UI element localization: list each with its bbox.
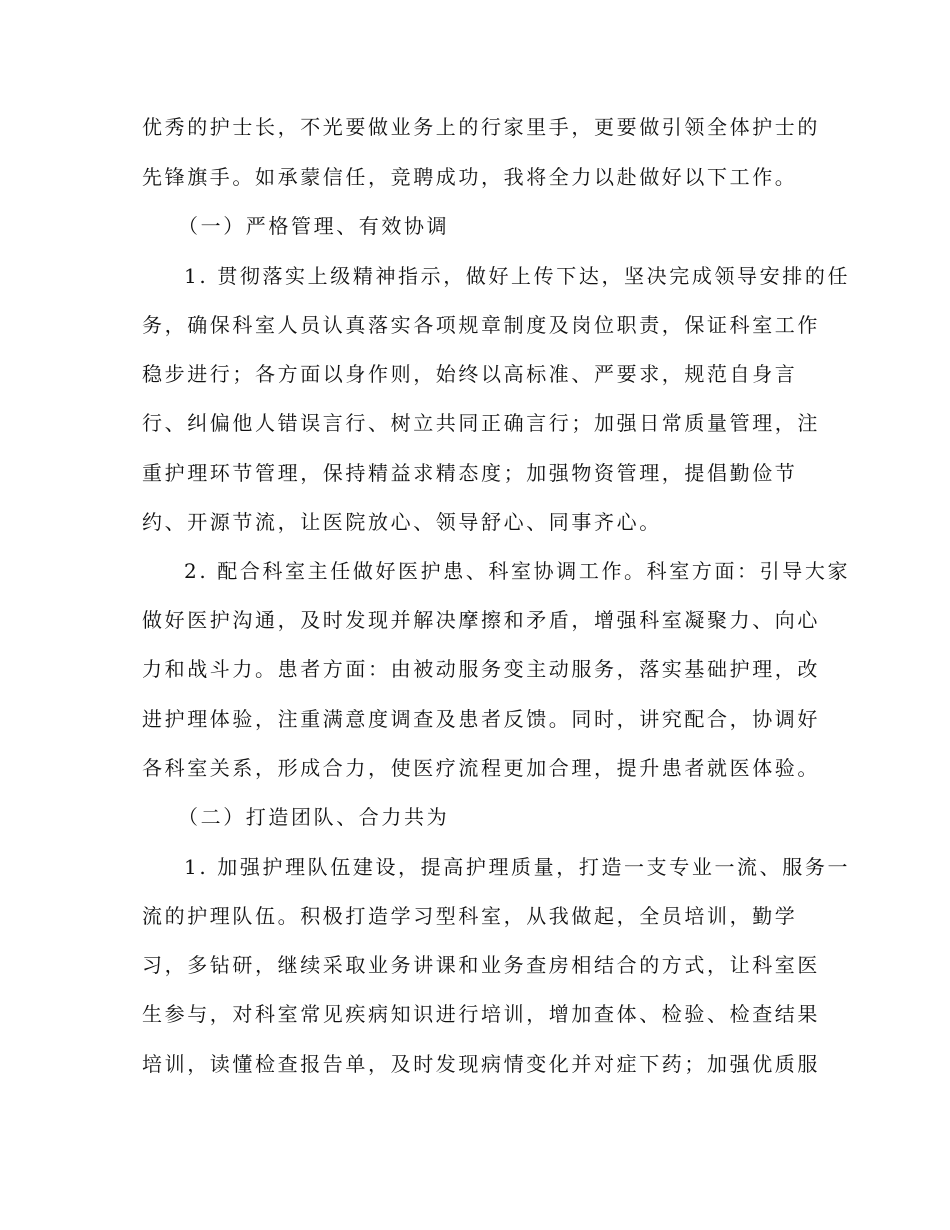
body-text-line: 稳步进行；各方面以身作则，始终以高标准、严要求，规范自身言 (142, 362, 798, 386)
body-text-line: 约、开源节流，让医院放心、领导舒心、同事齐心。 (142, 510, 662, 534)
body-text-line: 1. 贯彻落实上级精神指示，做好上传下达，坚决完成领导安排的任 (184, 264, 851, 288)
body-text-line: 务，确保科室人员认真落实各项规章制度及岗位职责，保证科室工作 (142, 313, 820, 337)
body-text-line: 优秀的护士长，不光要做业务上的行家里手，更要做引领全体护士的 (142, 115, 820, 139)
body-text-line: 2. 配合科室主任做好医护患、科室协调工作。科室方面：引导大家 (184, 559, 851, 583)
body-text-line: 先锋旗手。如承蒙信任，竞聘成功，我将全力以赴做好以下工作。 (142, 165, 798, 189)
body-text-line: 流的护理队伍。积极打造学习型科室，从我做起，全员培训，勤学 (142, 904, 798, 928)
body-text-line: 习，多钻研，继续采取业务讲课和业务查房相结合的方式，让科室医 (142, 953, 820, 977)
body-text-line: 1. 加强护理队伍建设，提高护理质量，打造一支专业一流、服务一 (184, 855, 851, 879)
body-text-line: 培训，读懂检查报告单，及时发现病情变化并对症下药；加强优质服 (142, 1052, 820, 1076)
body-text-line: 进护理体验，注重满意度调查及患者反馈。同时，讲究配合，协调好 (142, 707, 820, 731)
section-heading: （二）打造团队、合力共为 (178, 805, 450, 829)
body-text-line: 重护理环节管理，保持精益求精态度；加强物资管理，提倡勤俭节 (142, 461, 798, 485)
section-heading: （一）严格管理、有效协调 (178, 214, 450, 238)
body-text-line: 行、纠偏他人错误言行、树立共同正确言行；加强日常质量管理，注 (142, 411, 820, 435)
body-text-line: 力和战斗力。患者方面：由被动服务变主动服务，落实基础护理，改 (142, 657, 820, 681)
body-text-line: 各科室关系，形成合力，使医疗流程更加合理，提升患者就医体验。 (142, 756, 820, 780)
body-text-line: 生参与，对科室常见疾病知识进行培训，增加查体、检验、检查结果 (142, 1002, 820, 1026)
body-text-line: 做好医护沟通，及时发现并解决摩擦和矛盾，增强科室凝聚力、向心 (142, 608, 820, 632)
